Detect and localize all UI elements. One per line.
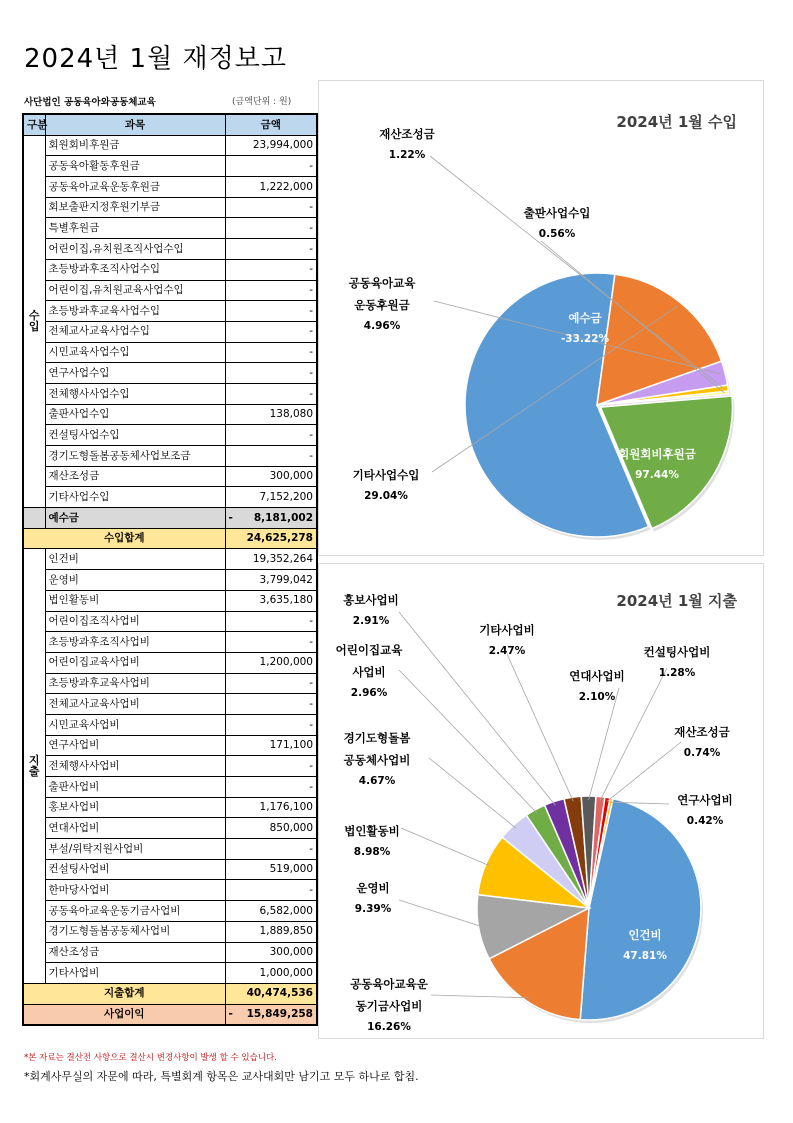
slice-label: [349, 276, 417, 312]
row-amount: -: [225, 156, 317, 177]
row-item: 공동육아교육운동기금사업비: [45, 901, 225, 922]
row-amount: -: [225, 756, 317, 777]
row-item: 인건비: [45, 549, 225, 570]
table-row: [23, 487, 317, 508]
row-amount: 7,152,200: [225, 487, 317, 508]
slice-pct: 2.47%: [488, 645, 526, 657]
slice-pct: 2.91%: [352, 615, 390, 627]
deposit-amount: [225, 508, 317, 529]
table-row: [23, 901, 317, 922]
table-row: [23, 342, 317, 363]
slice-label: [379, 127, 435, 141]
row-item: 경기도형돌봄공동체사업비: [45, 921, 225, 942]
row-item: 기타사업비: [45, 963, 225, 984]
slice-pct: 29.04%: [364, 490, 408, 502]
header-group: 구분: [23, 114, 45, 135]
deposit-item: 예수금: [45, 508, 225, 529]
row-item: 초등방과후교육사업비: [45, 673, 225, 694]
row-amount: -: [225, 301, 317, 322]
row-amount: -: [225, 611, 317, 632]
slice-label-line: 예수금: [568, 311, 602, 325]
slice-label-line: 재산조성금: [674, 725, 730, 739]
slice-pct: 16.26%: [367, 1021, 411, 1033]
slice-label: [344, 731, 412, 767]
slice-pct: 0.56%: [538, 228, 576, 240]
row-item: 전체교사교육사업비: [45, 694, 225, 715]
deposit-value: 8,181,002: [253, 511, 313, 524]
row-item: 시민교육사업비: [45, 714, 225, 735]
row-amount: -: [225, 342, 317, 363]
profit-value: 15,849,258: [246, 1008, 313, 1021]
table-row: [23, 963, 317, 984]
table-row: [23, 301, 317, 322]
slice-pct: 1.22%: [388, 149, 426, 161]
row-item: 경기도형돌봄공동체사업보조금: [45, 446, 225, 467]
row-amount: -: [225, 239, 317, 260]
slice-label-line: 경기도형돌봄: [343, 731, 411, 745]
slice-pct: 9.39%: [354, 903, 392, 915]
row-amount: -: [225, 383, 317, 404]
finance-table: [22, 113, 318, 1026]
slice-label: [355, 881, 389, 895]
table-row: [23, 756, 317, 777]
leader-line: [431, 995, 529, 998]
row-item: 어린이집,유치원조직사업수입: [45, 239, 225, 260]
table-row: [23, 239, 317, 260]
header-item: 과목: [45, 114, 225, 135]
slice-pct: -33.22%: [560, 333, 610, 345]
income-pie-chart: [319, 81, 763, 555]
leader-line: [607, 742, 681, 801]
leader-line: [507, 654, 573, 801]
row-amount: -: [225, 839, 317, 860]
table-row: [23, 218, 317, 239]
slice-label-line: 컨설팅사업비: [643, 645, 711, 659]
leader-line: [399, 670, 537, 813]
table-row: [23, 777, 317, 798]
slice-label: [524, 206, 591, 220]
row-amount: -: [225, 218, 317, 239]
row-item: 컨설팅사업수입: [45, 425, 225, 446]
note-accounting: *회계사무실의 자문에 따라, 특별회계 항목은 교사대회만 남기고 모두 하나로 합침.: [24, 1070, 419, 1083]
table-row: [23, 363, 317, 384]
expense-total-row: [23, 983, 317, 1004]
profit-sign: -: [228, 1008, 233, 1021]
row-amount: 1,000,000: [225, 963, 317, 984]
row-item: 홍보사업비: [45, 797, 225, 818]
row-amount: -: [225, 363, 317, 384]
expense-pie-chart: [319, 564, 763, 1038]
row-item: 출판사업비: [45, 777, 225, 798]
slice-label: [618, 447, 697, 461]
row-item: 회원회비후원금: [45, 135, 225, 156]
profit-amount: [225, 1004, 317, 1025]
slice-pct: 0.74%: [683, 747, 721, 759]
row-item: 초등방과후조직사업비: [45, 632, 225, 653]
row-item: 시민교육사업수입: [45, 342, 225, 363]
table-row: [23, 197, 317, 218]
slice-pct: 47.81%: [623, 950, 667, 962]
table-row: [23, 942, 317, 963]
table-row: [23, 839, 317, 860]
note-disclaimer: *본 자료는 결산전 사항으로 결산시 변경사항이 발생 할 수 있습니다.: [24, 1053, 277, 1063]
slice-label-line: 운동후원금: [354, 298, 410, 312]
table-row: [23, 921, 317, 942]
income-total-amount: 24,625,278: [225, 528, 317, 549]
table-row: [23, 611, 317, 632]
leader-line: [401, 828, 490, 866]
row-amount: 1,176,100: [225, 797, 317, 818]
table-row: [23, 383, 317, 404]
row-item: 한마당사업비: [45, 880, 225, 901]
table-row: [23, 177, 317, 198]
slice-label-line: 연대사업비: [569, 669, 625, 683]
row-item: 운영비: [45, 570, 225, 591]
income-total-row: [23, 528, 317, 549]
row-amount: 300,000: [225, 942, 317, 963]
table-row: [23, 549, 317, 570]
row-item: 초등방과후교육사업수입: [45, 301, 225, 322]
slice-label: [644, 645, 711, 659]
row-item: 연대사업비: [45, 818, 225, 839]
row-item: 부설/위탁지원사업비: [45, 839, 225, 860]
row-item: 어린이집조직사업비: [45, 611, 225, 632]
row-item: 재산조성금: [45, 942, 225, 963]
chart-title: 2024년 1월 지출: [616, 592, 737, 610]
expense-group-label: [23, 549, 45, 983]
row-item: 기타사업수입: [45, 487, 225, 508]
slice-pct: 4.96%: [363, 320, 401, 332]
header-amount: 금액: [225, 114, 317, 135]
table-row: [23, 673, 317, 694]
slice-label-line: 공동체사업비: [343, 753, 411, 767]
slice-pct: 2.10%: [578, 691, 616, 703]
row-item: 전체교사교육사업수입: [45, 321, 225, 342]
row-amount: 6,582,000: [225, 901, 317, 922]
row-amount: -: [225, 321, 317, 342]
slice-label: [344, 824, 400, 838]
slice-label: [336, 643, 404, 679]
table-row: [23, 466, 317, 487]
row-amount: 3,635,180: [225, 590, 317, 611]
slice-label: [343, 593, 399, 607]
slice-label-line: 운영비: [356, 881, 390, 895]
slice-label: [569, 669, 625, 683]
profit-label: 사업이익: [23, 1004, 225, 1025]
row-item: 재산조성금: [45, 466, 225, 487]
table-row: [23, 652, 317, 673]
deposit-blank: [23, 508, 45, 529]
table-row: [23, 425, 317, 446]
table-row: [23, 590, 317, 611]
slice-pct: 97.44%: [635, 469, 679, 481]
income-chart-panel: [318, 80, 764, 556]
table-row: [23, 797, 317, 818]
row-amount: -: [225, 714, 317, 735]
leader-line: [589, 688, 619, 800]
page-title: 2024년 1월 재정보고: [24, 44, 287, 74]
income-group-label-text: 수입: [28, 309, 40, 334]
slice-label: [568, 311, 602, 325]
slice-label-line: 기타사업수입: [352, 468, 420, 482]
row-item: 어린이집,유치원교육사업수입: [45, 280, 225, 301]
slice-label: [677, 793, 733, 807]
row-amount: 519,000: [225, 859, 317, 880]
row-item: 출판사업수입: [45, 404, 225, 425]
table-row: [23, 632, 317, 653]
row-amount: 171,100: [225, 735, 317, 756]
row-item: 어린이집교육사업비: [45, 652, 225, 673]
row-amount: 850,000: [225, 818, 317, 839]
slice-label-line: 기타사업비: [479, 623, 535, 637]
table-row: [23, 280, 317, 301]
row-amount: 3,799,042: [225, 570, 317, 591]
slice-label: [479, 623, 535, 637]
leader-line: [399, 900, 483, 927]
table-row: [23, 156, 317, 177]
row-amount: 300,000: [225, 466, 317, 487]
slice-label-line: 재산조성금: [379, 127, 435, 141]
income-total-label: 수입합계: [23, 528, 225, 549]
row-amount: -: [225, 259, 317, 280]
row-item: 공동육아교육운동후원금: [45, 177, 225, 198]
row-amount: -: [225, 197, 317, 218]
slice-label: [353, 468, 420, 482]
slice-label-line: 출판사업수입: [523, 206, 591, 220]
row-item: 특별후원금: [45, 218, 225, 239]
row-item: 초등방과후조직사업수입: [45, 259, 225, 280]
table-row: [23, 694, 317, 715]
slice-pct: 0.42%: [686, 815, 724, 827]
slice-pct: 4.67%: [358, 775, 396, 787]
table-row: [23, 135, 317, 156]
slice-pct: 2.96%: [350, 687, 388, 699]
row-item: 연구사업수입: [45, 363, 225, 384]
table-row: [23, 446, 317, 467]
row-amount: -: [225, 777, 317, 798]
slice-label-line: 인건비: [628, 928, 662, 942]
slice-pct: 1.28%: [658, 667, 696, 679]
slice-label-line: 법인활동비: [344, 824, 400, 838]
row-amount: 1,889,850: [225, 921, 317, 942]
row-item: 컨설팅사업비: [45, 859, 225, 880]
slice-label-line: 홍보사업비: [343, 593, 399, 607]
slice-label: [628, 928, 661, 942]
expense-total-amount: 40,474,536: [225, 983, 317, 1004]
row-amount: 1,200,000: [225, 652, 317, 673]
row-amount: -: [225, 694, 317, 715]
row-amount: -: [225, 632, 317, 653]
row-amount: -: [225, 280, 317, 301]
deposit-sign: -: [228, 511, 233, 524]
expense-group-label-text: 지출: [28, 754, 40, 779]
table-row: [23, 859, 317, 880]
table-row: [23, 714, 317, 735]
table-row: [23, 735, 317, 756]
slice-pct: 8.98%: [353, 846, 391, 858]
row-item: 법인활동비: [45, 590, 225, 611]
row-item: 공동육아활동후원금: [45, 156, 225, 177]
row-amount: -: [225, 425, 317, 446]
row-item: 전체행사사업수입: [45, 383, 225, 404]
row-amount: -: [225, 446, 317, 467]
slice-label-line: 회원회비후원금: [618, 447, 696, 461]
chart-title: 2024년 1월 수입: [616, 113, 737, 131]
slice-label-line: 공동육아교육: [348, 276, 416, 290]
row-amount: 19,352,264: [225, 549, 317, 570]
leader-line: [429, 758, 516, 828]
slice-label: [674, 725, 730, 739]
slice-label-line: 어린이집교육: [335, 643, 403, 657]
deposit-row: [23, 508, 317, 529]
row-amount: 138,080: [225, 404, 317, 425]
slice-label-line: 동기금사업비: [355, 999, 423, 1013]
expense-total-label: 지출합계: [23, 983, 225, 1004]
slice-label-line: 공동육아교육운: [350, 977, 428, 991]
row-item: 회보출판지정후원기부금: [45, 197, 225, 218]
expense-chart-panel: [318, 563, 764, 1039]
row-amount: -: [225, 673, 317, 694]
unit-label: (금액단위 : 원): [232, 97, 292, 107]
table-row: [23, 880, 317, 901]
table-row: [23, 404, 317, 425]
row-item: 전체행사사업비: [45, 756, 225, 777]
income-group-label: [23, 135, 45, 507]
slice-label: [350, 977, 429, 1013]
slice-label-line: 사업비: [352, 665, 386, 679]
table-row: [23, 321, 317, 342]
org-name: 사단법인 공동육아와공동체교육: [24, 97, 156, 108]
table-row: [23, 259, 317, 280]
row-amount: -: [225, 880, 317, 901]
profit-row: [23, 1004, 317, 1025]
slice-label-line: 연구사업비: [677, 793, 733, 807]
leader-line: [600, 668, 667, 801]
row-amount: 23,994,000: [225, 135, 317, 156]
row-amount: 1,222,000: [225, 177, 317, 198]
row-item: 연구사업비: [45, 735, 225, 756]
table-row: [23, 570, 317, 591]
table-row: [23, 818, 317, 839]
